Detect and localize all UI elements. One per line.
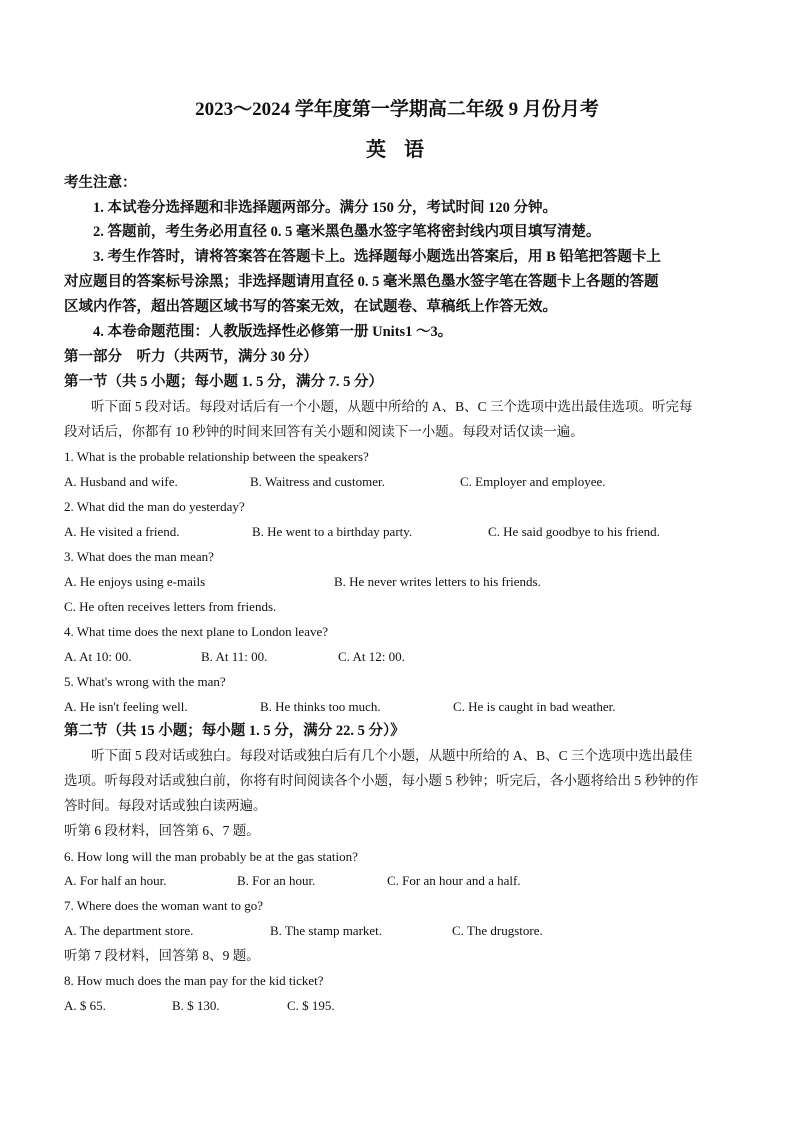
- notice-item-2: 2. 答题前，考生务必用直径 0. 5 毫米黑色墨水签字笔将密封线内项目填写清楚。: [93, 224, 601, 240]
- section2-heading: 第二节（共 15 小题；每小题 1. 5 分，满分 22. 5 分）》: [64, 723, 405, 739]
- exam-subject: 英语: [366, 139, 442, 161]
- question-3: 3. What does the man mean?: [64, 549, 214, 564]
- question-8-option-a: A. $ 65.: [64, 998, 106, 1013]
- question-8-option-c: C. $ 195.: [287, 998, 335, 1013]
- section1-instructions-line-2: 段对话后，你都有 10 秒钟的时间来回答有关小题和阅读下一小题。每段对话仅读一遍。: [64, 424, 584, 439]
- notice-item-1: 1. 本试卷分选择题和非选择题两部分。满分 150 分，考试时间 120 分钟。: [93, 200, 557, 216]
- question-6-option-c: C. For an hour and a half.: [387, 873, 521, 888]
- question-4-option-a: A. At 10: 00.: [64, 649, 132, 664]
- material-6-label: 听第 6 段材料，回答第 6、7 题。: [64, 823, 260, 838]
- question-5-option-b: B. He thinks too much.: [260, 699, 381, 714]
- exam-title: 2023～2024 学年度第一学期高二年级 9 月份月考: [195, 99, 599, 120]
- question-1-option-b: B. Waitress and customer.: [250, 474, 385, 489]
- section2-instructions-line-3: 答时间。每段对话或独白读两遍。: [64, 798, 267, 813]
- part1-heading: 第一部分 听力（共两节，满分 30 分）: [64, 349, 318, 365]
- question-1-option-c: C. Employer and employee.: [460, 474, 606, 489]
- question-5-option-c: C. He is caught in bad weather.: [453, 699, 616, 714]
- question-3-option-b: B. He never writes letters to his friends.: [334, 574, 541, 589]
- question-5: 5. What's wrong with the man?: [64, 674, 226, 689]
- question-1: 1. What is the probable relationship between the speakers?: [64, 449, 369, 464]
- question-7: 7. Where does the woman want to go?: [64, 898, 264, 913]
- material-7-label: 听第 7 段材料，回答第 8、9 题。: [64, 948, 260, 963]
- question-1-option-a: A. Husband and wife.: [64, 474, 178, 489]
- notice-item-3-cont-1: 对应题目的答案标号涂黑；非选择题请用直径 0. 5 毫米黑色墨水签字笔在答题卡上各题的答题: [64, 274, 659, 290]
- notice-item-4: 4. 本卷命题范围：人教版选择性必修第一册 Units1 ～3。: [93, 324, 453, 340]
- notice-item-3-cont-2: 区域内作答，超出答题区域书写的答案无效，在试题卷、草稿纸上作答无效。: [64, 299, 557, 315]
- notice-item-3: 3. 考生作答时，请将答案答在答题卡上。选择题每小题选出答案后，用 B 铅笔把答题卡上: [93, 249, 661, 265]
- question-4-option-c: C. At 12: 00.: [338, 649, 405, 664]
- question-2-option-a: A. He visited a friend.: [64, 524, 180, 539]
- section2-instructions-line-1: 听下面 5 段对话或独白。每段对话或独白后有几个小题，从题中所给的 A、B、C 三个选项中选出最佳: [91, 748, 693, 763]
- question-6-option-b: B. For an hour.: [237, 873, 316, 888]
- question-7-option-b: B. The stamp market.: [270, 923, 383, 938]
- notice-heading: 考生注意：: [64, 175, 137, 191]
- question-2-option-b: B. He went to a birthday party.: [252, 524, 413, 539]
- question-7-option-a: A. The department store.: [64, 923, 194, 938]
- question-2: 2. What did the man do yesterday?: [64, 499, 245, 514]
- question-4-option-b: B. At 11: 00.: [201, 649, 268, 664]
- question-2-option-c: C. He said goodbye to his friend.: [488, 524, 660, 539]
- question-8-option-b: B. $ 130.: [172, 998, 220, 1013]
- question-3-option-c: C. He often receives letters from friends.: [64, 599, 277, 614]
- question-4: 4. What time does the next plane to London leave?: [64, 624, 329, 639]
- question-6: 6. How long will the man probably be at the gas station?: [64, 849, 358, 864]
- section2-instructions-line-2: 选项。听每段对话或独白前，你将有时间阅读各个小题，每小题 5 秒钟；听完后，各小题将给出 5 秒钟的作: [64, 773, 699, 788]
- section1-heading: 第一节（共 5 小题；每小题 1. 5 分，满分 7. 5 分）: [64, 374, 383, 390]
- question-7-option-c: C. The drugstore.: [452, 923, 543, 938]
- question-8: 8. How much does the man pay for the kid ticket?: [64, 973, 324, 988]
- question-3-option-a: A. He enjoys using e-mails: [64, 574, 206, 589]
- question-6-option-a: A. For half an hour.: [64, 873, 167, 888]
- question-5-option-a: A. He isn't feeling well.: [64, 699, 188, 714]
- section1-instructions-line-1: 听下面 5 段对话。每段对话后有一个小题，从题中所给的 A、B、C 三个选项中选出最佳选项。听完每: [91, 399, 693, 414]
